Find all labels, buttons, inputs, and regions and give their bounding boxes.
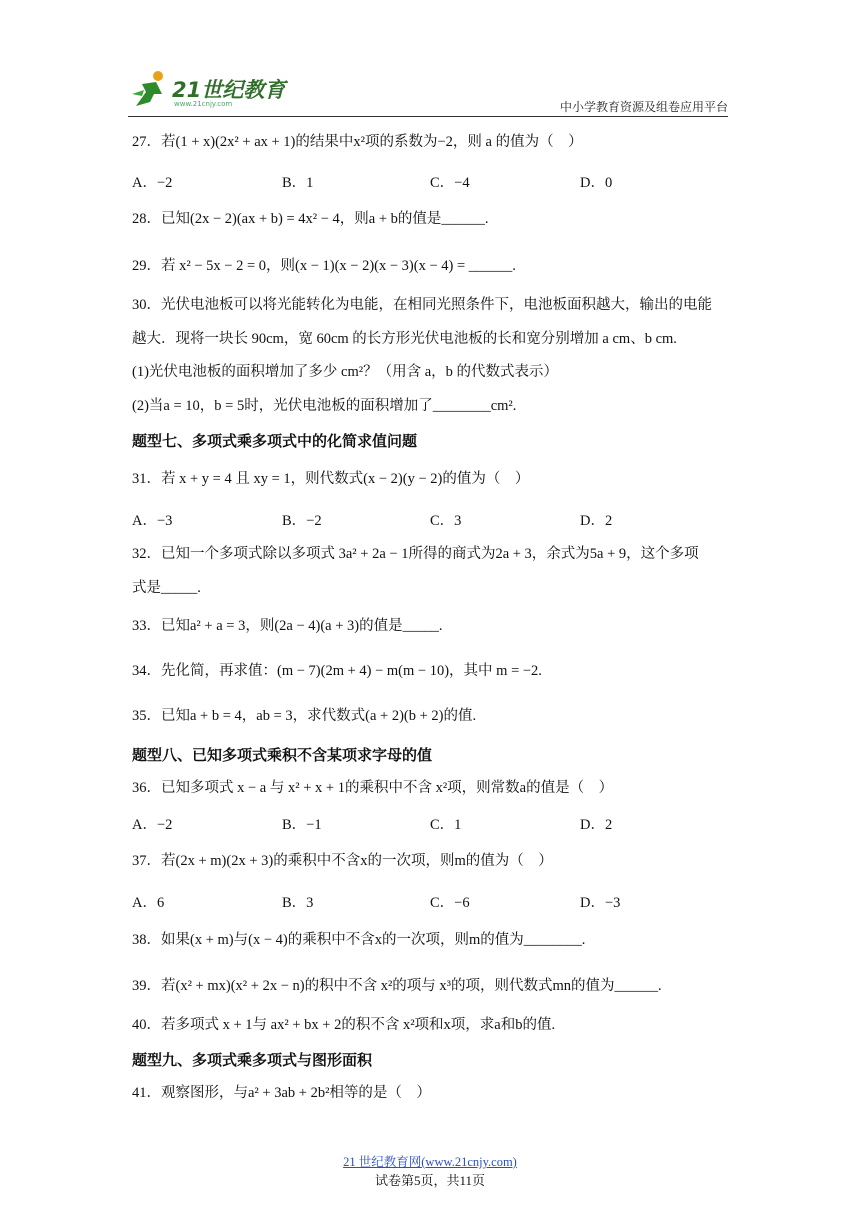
section-8-heading: 题型八、已知多项式乘积不含某项求字母的值 (132, 746, 433, 764)
question-30-line1: 30．光伏电池板可以将光能转化为电能，在相同光照条件下，电池板面积越大，输出的电能 (132, 297, 712, 313)
logo-text: 21世纪教育 (172, 78, 286, 102)
q31-option-a: A．−3 (132, 513, 173, 529)
page-number: 试卷第5页，共11页 (374, 1173, 486, 1188)
q31-option-b: B．−2 (282, 513, 322, 529)
question-31: 31．若 x + y = 4 且 xy = 1，则代数式(x − 2)(y − 2)的值为（ ） (132, 471, 530, 487)
question-41: 41．观察图形，与a² + 3ab + 2b²相等的是（ ） (132, 1085, 431, 1101)
q36-option-a: A．−2 (132, 817, 173, 833)
section-9-heading: 题型九、多项式乘多项式与图形面积 (132, 1051, 373, 1069)
q27-option-c: C．−4 (430, 175, 470, 191)
q37-option-d: D．−3 (580, 895, 621, 911)
question-38: 38．如果(x + m)与(x − 4)的乘积中不含x的一次项，则m的值为________. (132, 932, 586, 948)
question-30-line2: 越大．现将一块长 90cm，宽 60cm 的长方形光伏电池板的长和宽分别增加 a cm、b cm. (132, 331, 677, 347)
q27-option-a: A．−2 (132, 175, 173, 191)
question-34: 34．先化简，再求值：(m − 7)(2m + 4) − m(m − 10)，其中 m = −2. (132, 663, 542, 679)
q31-option-c: C．3 (430, 513, 462, 529)
q37-option-c: C．−6 (430, 895, 470, 911)
question-30-part1: (1)光伏电池板的面积增加了多少 cm²？（用含 a，b 的代数式表示） (132, 364, 559, 380)
q37-option-a: A．6 (132, 895, 165, 911)
site-logo (128, 66, 288, 114)
runner-logo-icon (128, 68, 172, 112)
footer-link-row (0, 1152, 860, 1170)
question-32-line2: 式是_____. (132, 580, 201, 596)
question-29: 29．若 x² − 5x − 2 = 0，则(x − 1)(x − 2)(x − 3)(x − 4) = ______. (132, 258, 516, 274)
section-7-heading: 题型七、多项式乘多项式中的化简求值问题 (132, 432, 418, 450)
question-33: 33．已知a² + a = 3，则(2a − 4)(a + 3)的值是_____. (132, 618, 443, 634)
footer-site-link[interactable]: 21 世纪教育网(www.21cnjy.com) (343, 1155, 517, 1169)
q27-option-b: B．1 (282, 175, 314, 191)
q36-option-b: B．−1 (282, 817, 322, 833)
logo-url: www.21cnjy.com (174, 100, 233, 108)
platform-title: 中小学教育资源及组卷应用平台 (559, 100, 728, 114)
q36-option-c: C．1 (430, 817, 462, 833)
question-30-part2: (2)当a = 10，b = 5时，光伏电池板的面积增加了________cm². (132, 398, 517, 414)
question-32-line1: 32．已知一个多项式除以多项式 3a² + 2a − 1所得的商式为2a + 3，余式为5a + 9，这个多项 (132, 546, 699, 562)
q36-option-d: D．2 (580, 817, 613, 833)
question-37: 37．若(2x + m)(2x + 3)的乘积中不含x的一次项，则m的值为（ ） (132, 853, 553, 869)
q31-option-d: D．2 (580, 513, 613, 529)
question-39: 39．若(x² + mx)(x² + 2x − n)的积中不含 x²的项与 x³的项，则代数式mn的值为______. (132, 978, 662, 994)
question-27: 27．若(1 + x)(2x² + ax + 1)的结果中x²项的系数为−2，则 a 的值为（ ） (132, 134, 583, 150)
q27-option-d: D．0 (580, 175, 613, 191)
question-28: 28．已知(2x − 2)(ax + b) = 4x² − 4，则a + b的值是______. (132, 211, 489, 227)
question-35: 35．已知a + b = 4，ab = 3，求代数式(a + 2)(b + 2)的值. (132, 708, 477, 724)
q37-option-b: B．3 (282, 895, 314, 911)
question-36: 36．已知多项式 x − a 与 x² + x + 1的乘积中不含 x²项，则常数a的值是（ ） (132, 780, 614, 796)
page-header (128, 66, 728, 117)
question-40: 40．若多项式 x + 1与 ax² + bx + 2的积不含 x²项和x项，求a和b的值. (132, 1017, 556, 1033)
